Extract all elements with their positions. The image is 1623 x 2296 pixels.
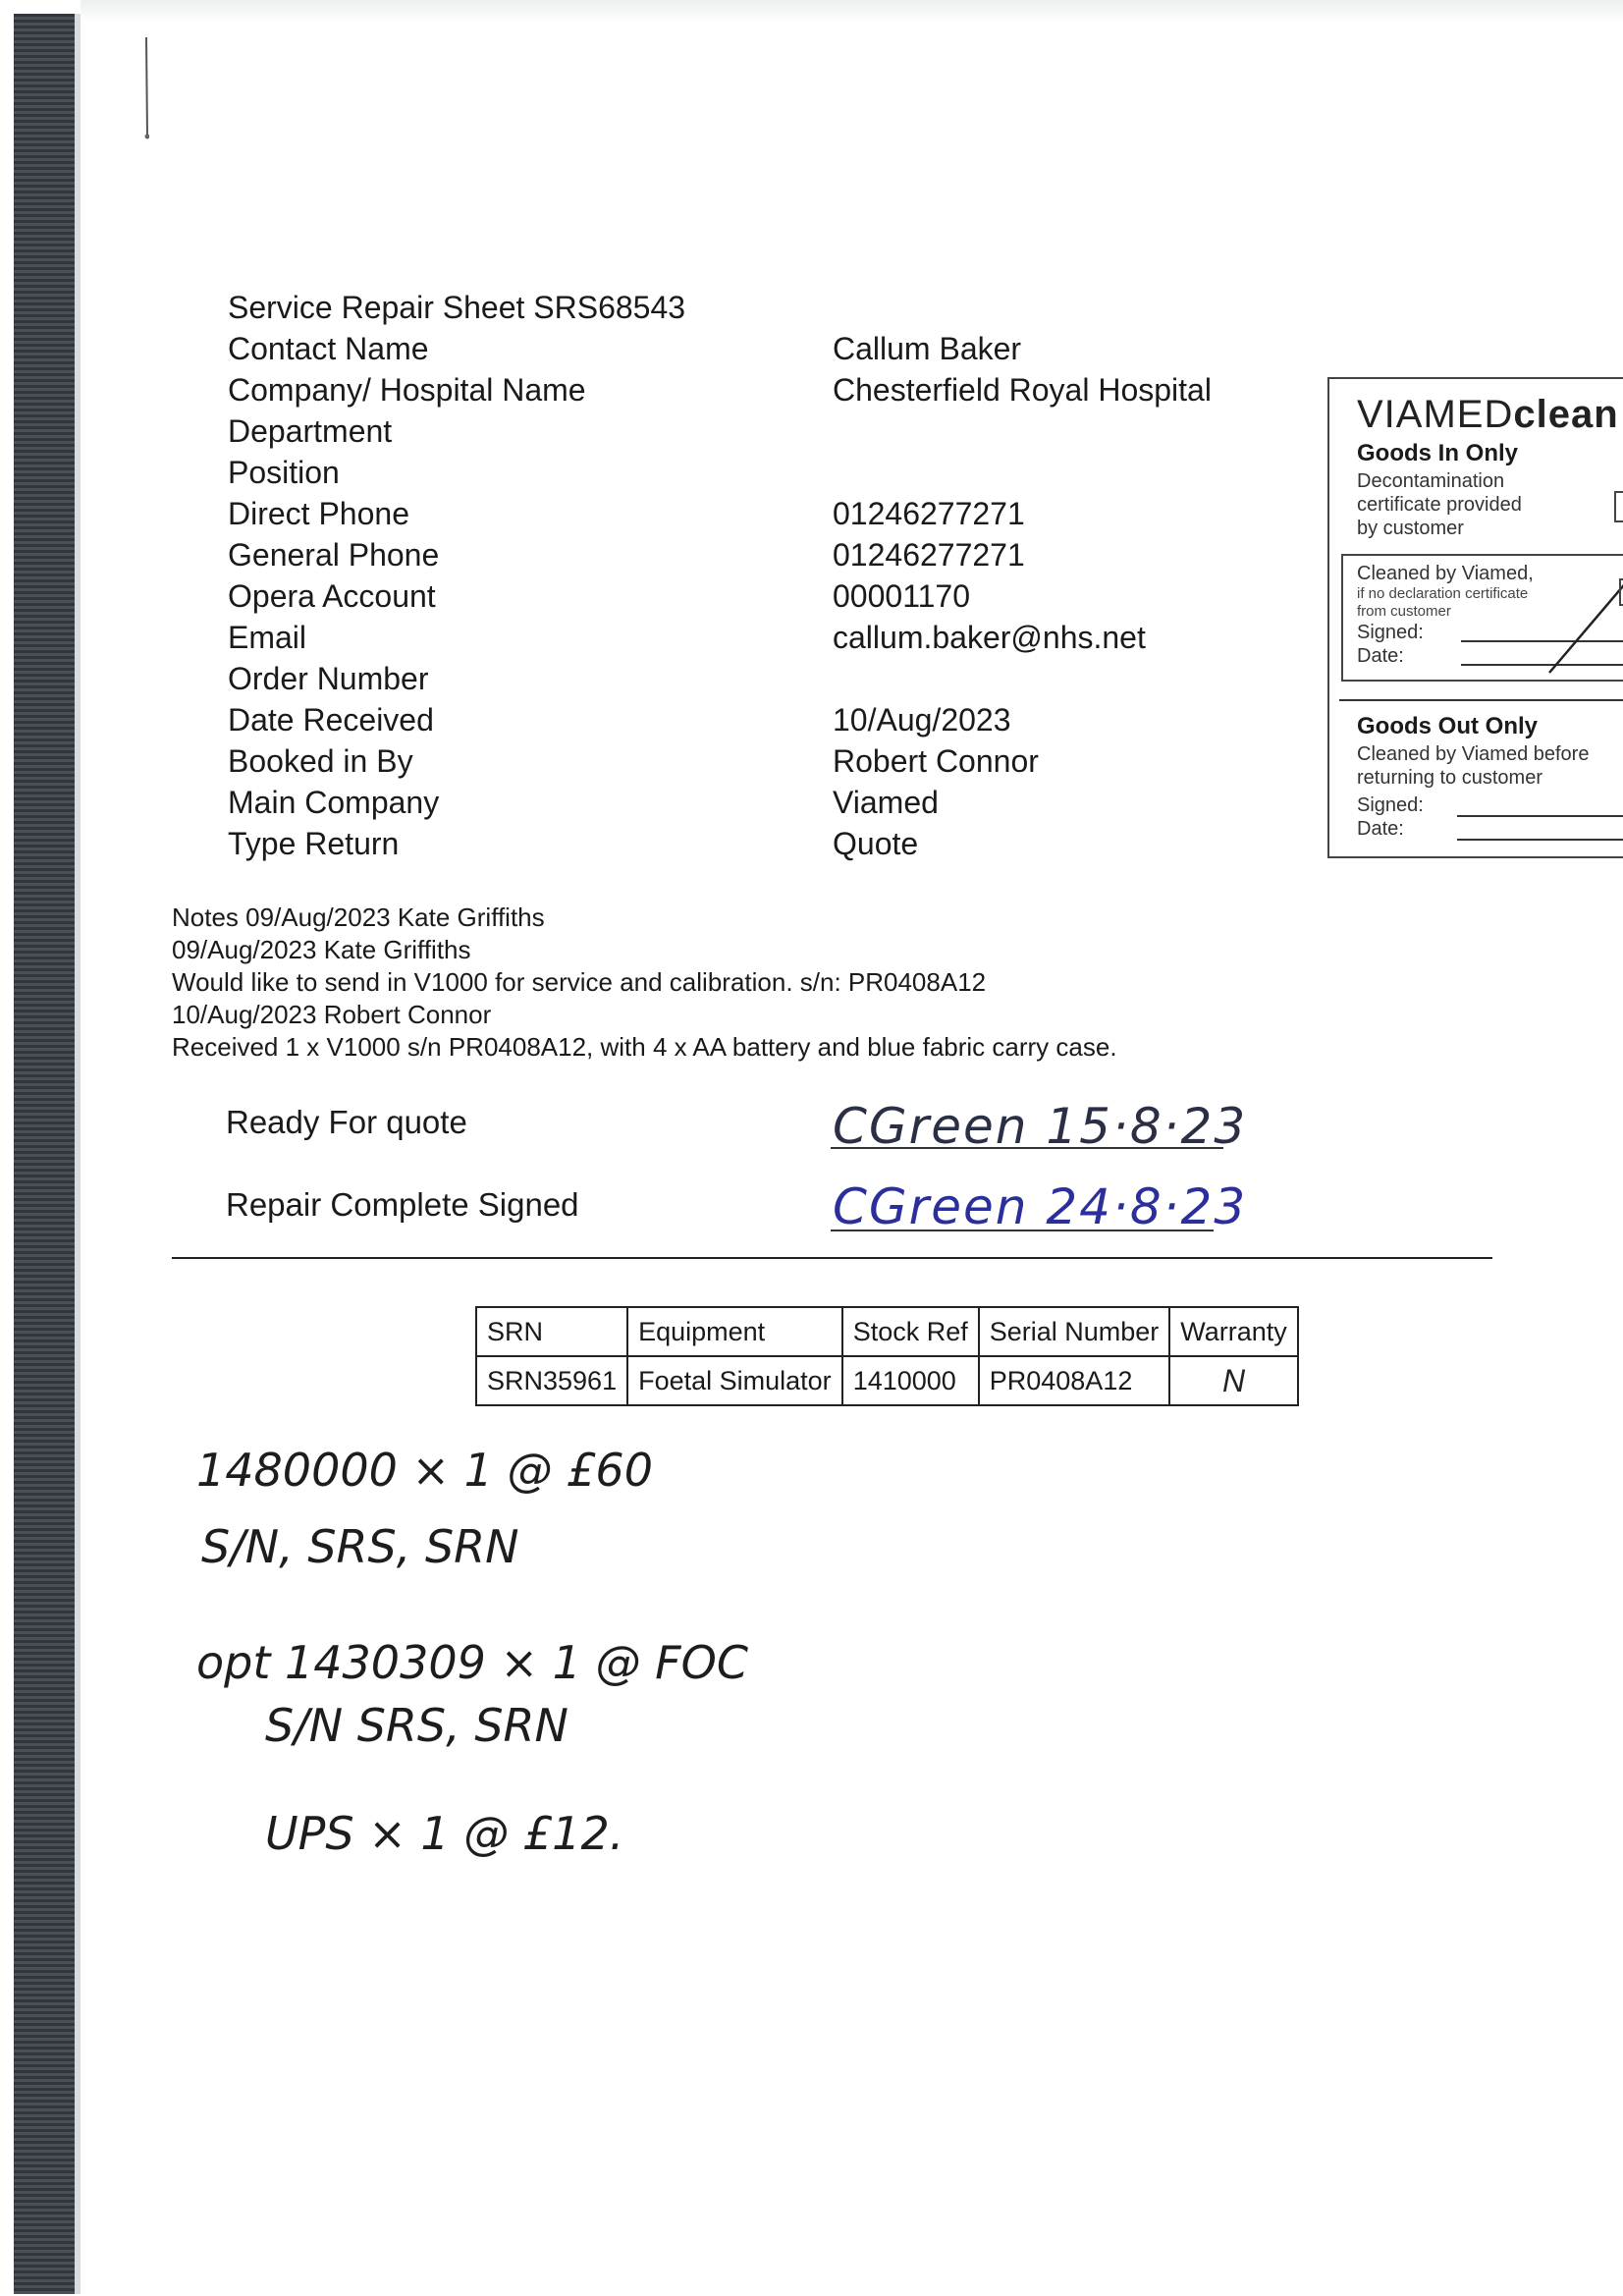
value-opera-account: 00001170 bbox=[833, 578, 970, 614]
ready-for-quote-label: Ready For quote bbox=[226, 1104, 467, 1140]
repair-complete-signature: CGreen 24·8·23 bbox=[833, 1178, 1248, 1235]
notes-block bbox=[172, 902, 1117, 1064]
value-email: callum.baker@nhs.net bbox=[833, 620, 1146, 655]
decon-certificate-checkbox bbox=[1614, 491, 1623, 522]
goods-out-signed-label: Signed: bbox=[1357, 794, 1424, 816]
cell-serial-number: PR0408A12 bbox=[979, 1356, 1170, 1405]
value-company: Chesterfield Royal Hospital bbox=[833, 372, 1212, 408]
goods-divider bbox=[1339, 699, 1623, 701]
label-general-phone: General Phone bbox=[228, 537, 440, 573]
header-stock-ref: Stock Ref bbox=[842, 1307, 979, 1356]
header-warranty: Warranty bbox=[1169, 1307, 1298, 1356]
goods-out-text-1: Cleaned by Viamed before bbox=[1357, 743, 1590, 765]
ready-signature-line bbox=[831, 1147, 1223, 1149]
header-equipment: Equipment bbox=[627, 1307, 842, 1356]
label-opera-account: Opera Account bbox=[228, 578, 436, 614]
table-row bbox=[476, 1356, 1298, 1405]
equipment-table bbox=[475, 1306, 1299, 1406]
handwritten-line-1: 1480000 × 1 @ £60 bbox=[196, 1444, 653, 1497]
section-divider bbox=[172, 1257, 1492, 1259]
viamed-clean-box bbox=[1327, 377, 1623, 858]
cell-warranty: N bbox=[1169, 1356, 1298, 1405]
value-date-received: 10/Aug/2023 bbox=[833, 702, 1011, 738]
scan-edge-highlight bbox=[75, 14, 81, 2294]
table-header-row bbox=[476, 1307, 1298, 1356]
viamed-clean-logo bbox=[1357, 393, 1619, 437]
staple-mark-icon bbox=[143, 37, 149, 141]
label-date-received: Date Received bbox=[228, 702, 434, 738]
notes-line-4: 10/Aug/2023 Robert Connor bbox=[172, 1000, 492, 1029]
value-booked-in-by: Robert Connor bbox=[833, 743, 1039, 779]
cell-equipment: Foetal Simulator bbox=[627, 1356, 842, 1405]
goods-in-text-1: Decontamination bbox=[1357, 470, 1505, 492]
goods-out-text-2: returning to customer bbox=[1357, 767, 1542, 789]
handwritten-line-3: opt 1430309 × 1 @ FOC bbox=[196, 1636, 748, 1689]
date-label: Date: bbox=[1357, 645, 1404, 667]
label-direct-phone: Direct Phone bbox=[228, 496, 409, 531]
notes-line-5: Received 1 x V1000 s/n PR0408A12, with 4 x AA battery and blue fabric carry case. bbox=[172, 1032, 1117, 1062]
value-order-number bbox=[833, 658, 1212, 699]
scan-binding-edge bbox=[14, 14, 75, 2294]
label-position: Position bbox=[228, 455, 340, 490]
page-title: Service Repair Sheet SRS68543 bbox=[228, 290, 686, 325]
goods-in-heading: Goods In Only bbox=[1357, 440, 1519, 466]
label-email: Email bbox=[228, 620, 307, 655]
cell-stock-ref: 1410000 bbox=[842, 1356, 979, 1405]
cleaned-by-text: Cleaned by Viamed, bbox=[1357, 563, 1534, 584]
brand-regular: VIAMED bbox=[1357, 393, 1514, 436]
cell-srn: SRN35961 bbox=[476, 1356, 627, 1405]
complete-signature-line bbox=[831, 1230, 1214, 1231]
label-contact-name: Contact Name bbox=[228, 331, 429, 366]
label-main-company: Main Company bbox=[228, 785, 440, 820]
notes-line-1: Notes 09/Aug/2023 Kate Griffiths bbox=[172, 902, 545, 932]
label-order-number: Order Number bbox=[228, 661, 429, 696]
repair-complete-label: Repair Complete Signed bbox=[226, 1186, 579, 1223]
value-department bbox=[833, 410, 1212, 452]
header-srn: SRN bbox=[476, 1307, 627, 1356]
ready-for-quote-signature: CGreen 15·8·23 bbox=[833, 1098, 1248, 1155]
goods-out-heading: Goods Out Only bbox=[1357, 713, 1538, 739]
check-mark-icon bbox=[1540, 570, 1623, 678]
label-company: Company/ Hospital Name bbox=[228, 372, 586, 408]
signed-label: Signed: bbox=[1357, 622, 1424, 643]
label-department: Department bbox=[228, 413, 393, 449]
no-declaration-text-1: if no declaration certificate bbox=[1357, 585, 1529, 602]
handwritten-line-4: S/N SRS, SRN bbox=[265, 1699, 568, 1752]
brand-bold: clean bbox=[1513, 393, 1619, 436]
scan-top-shading bbox=[81, 0, 1623, 22]
value-spacer bbox=[833, 287, 1212, 328]
goods-in-text-3: by customer bbox=[1357, 518, 1464, 539]
cleaned-by-viamed-box bbox=[1341, 554, 1623, 682]
field-labels bbox=[228, 287, 685, 864]
goods-out-date-line bbox=[1457, 839, 1623, 841]
goods-out-signed-line bbox=[1457, 815, 1623, 817]
notes-line-3: Would like to send in V1000 for service and calibration. s/n: PR0408A12 bbox=[172, 967, 987, 997]
value-position bbox=[833, 452, 1212, 493]
value-contact-name: Callum Baker bbox=[833, 331, 1022, 366]
label-booked-in-by: Booked in By bbox=[228, 743, 413, 779]
header-serial-number: Serial Number bbox=[979, 1307, 1170, 1356]
value-type-return: Quote bbox=[833, 826, 919, 861]
value-main-company: Viamed bbox=[833, 785, 939, 820]
goods-in-text-2: certificate provided bbox=[1357, 494, 1522, 516]
notes-line-2: 09/Aug/2023 Kate Griffiths bbox=[172, 935, 471, 964]
label-type-return: Type Return bbox=[228, 826, 400, 861]
handwritten-line-5: UPS × 1 @ £12. bbox=[265, 1807, 624, 1860]
field-values bbox=[833, 287, 1212, 864]
value-direct-phone: 01246277271 bbox=[833, 496, 1025, 531]
handwritten-line-2: S/N, SRS, SRN bbox=[201, 1520, 519, 1573]
no-declaration-text-2: from customer bbox=[1357, 603, 1451, 620]
goods-out-date-label: Date: bbox=[1357, 818, 1404, 840]
value-general-phone: 01246277271 bbox=[833, 537, 1025, 573]
